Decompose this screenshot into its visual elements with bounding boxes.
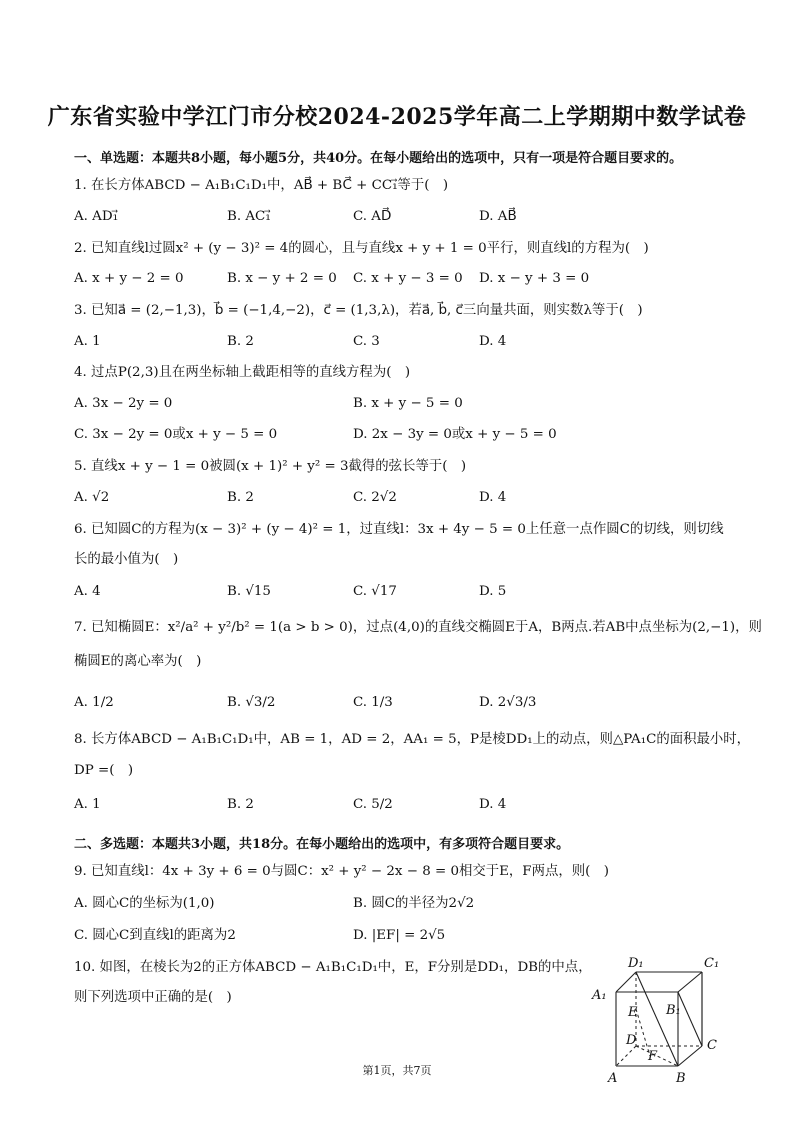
question-7-stem-cont: 椭圆E的离心率为( ) [74, 654, 202, 669]
figure-label: D [626, 1033, 637, 1048]
question-7-option-a: A. 1/2 [74, 695, 114, 710]
question-7-option-b: B. √3/2 [227, 695, 276, 710]
figure-label: A₁ [592, 988, 607, 1003]
figure-label: B [676, 1071, 686, 1086]
question-3-stem: 3. 已知a⃗ = (2,−1,3)，b⃗ = (−1,4,−2)，c⃗ = (1,3,λ)，若a⃗, b⃗, c⃗三向量共面，则实数λ等于( ) [74, 303, 643, 318]
question-1-option-b: B. AC₁⃗ [227, 209, 271, 224]
section-heading-single-choice: 一、单选题：本题共8小题，每小题5分，共40分。在每小题给出的选项中，只有一项是符合题目要求的。 [74, 151, 683, 166]
question-4-stem: 4. 过点P(2,3)且在两坐标轴上截距相等的直线方程为( ) [74, 365, 411, 380]
question-6-option-c: C. √17 [353, 584, 397, 599]
question-2-option-a: A. x + y − 2 = 0 [74, 271, 184, 286]
question-5-option-b: B. 2 [227, 490, 254, 505]
question-1-option-a: A. AD₁⃗ [74, 209, 118, 224]
question-7-option-d: D. 2√3/3 [479, 695, 537, 710]
question-2-stem: 2. 已知直线l过圆x² + (y − 3)² = 4的圆心，且与直线x + y + 1 = 0平行，则直线l的方程为( ) [74, 241, 649, 256]
question-6-stem: 6. 已知圆C的方程为(x − 3)² + (y − 4)² = 1，过直线l：3x + 4y − 5 = 0上任意一点作圆C的切线，则切线 [74, 522, 724, 537]
question-10-stem: 10. 如图，在棱长为2的正方体ABCD − A₁B₁C₁D₁中，E，F分别是DD₁，DB的中点， [74, 960, 592, 975]
question-5-option-d: D. 4 [479, 490, 507, 505]
question-6-option-d: D. 5 [479, 584, 507, 599]
question-8-option-c: C. 5/2 [353, 797, 393, 812]
question-3-option-a: A. 1 [74, 334, 101, 349]
question-8-stem: 8. 长方体ABCD − A₁B₁C₁D₁中，AB = 1，AD = 2，AA₁ = 5，P是棱DD₁上的动点，则△PA₁C的面积最小时， [74, 732, 751, 747]
question-2-option-c: C. x + y − 3 = 0 [353, 271, 463, 286]
question-8-option-a: A. 1 [74, 797, 101, 812]
figure-label: F [648, 1049, 658, 1064]
question-5-stem: 5. 直线x + y − 1 = 0被圆(x + 1)² + y² = 3截得的弦长等于( ) [74, 459, 467, 474]
page-title: 广东省实验中学江门市分校2024-2025学年高二上学期期中数学试卷 [47, 104, 747, 130]
section-heading-multi-choice: 二、多选题：本题共3小题，共18分。在每小题给出的选项中，有多项符合题目要求。 [74, 837, 570, 852]
question-3-option-c: C. 3 [353, 334, 380, 349]
question-6-option-b: B. √15 [227, 584, 271, 599]
question-8-option-b: B. 2 [227, 797, 254, 812]
question-4-option-d: D. 2x − 3y = 0或x + y − 5 = 0 [353, 427, 557, 442]
question-6-stem-cont: 长的最小值为( ) [74, 552, 179, 567]
question-3-option-d: D. 4 [479, 334, 507, 349]
question-7-option-c: C. 1/3 [353, 695, 393, 710]
question-7-stem: 7. 已知椭圆E：x²/a² + y²/b² = 1(a > b > 0)，过点(4,0)的直线交椭圆E于A，B两点.若AB中点坐标为(2,−1)，则 [74, 620, 762, 635]
figure-label: E [628, 1005, 638, 1020]
question-1-option-d: D. AB⃗ [479, 209, 517, 224]
figure-label: D₁ [628, 956, 644, 971]
question-5-option-c: C. 2√2 [353, 490, 397, 505]
question-1-option-c: C. AD⃗ [353, 209, 392, 224]
question-2-option-d: D. x − y + 3 = 0 [479, 271, 590, 286]
question-5-option-a: A. √2 [74, 490, 110, 505]
question-10-stem-cont: 则下列选项中正确的是( ) [74, 990, 232, 1005]
figure-label: B₁ [666, 1003, 681, 1018]
question-9-option-d: D. |EF| = 2√5 [353, 928, 446, 943]
figure-label: C [707, 1038, 717, 1053]
question-4-option-b: B. x + y − 5 = 0 [353, 396, 463, 411]
question-9-stem: 9. 已知直线l：4x + 3y + 6 = 0与圆C：x² + y² − 2x − 8 = 0相交于E，F两点，则( ) [74, 864, 610, 879]
figure-label: A [608, 1071, 618, 1086]
question-8-option-d: D. 4 [479, 797, 507, 812]
figure-label: C₁ [704, 956, 720, 971]
question-6-option-a: A. 4 [74, 584, 101, 599]
question-9-option-a: A. 圆心C的坐标为(1,0) [74, 896, 215, 911]
page-footer: 第1页，共7页 [362, 1064, 432, 1077]
question-8-stem-cont: DP =( ) [74, 763, 134, 778]
question-3-option-b: B. 2 [227, 334, 254, 349]
question-4-option-c: C. 3x − 2y = 0或x + y − 5 = 0 [74, 427, 278, 442]
question-9-option-c: C. 圆心C到直线l的距离为2 [74, 928, 236, 943]
question-1-stem: 1. 在长方体ABCD − A₁B₁C₁D₁中，AB⃗ + BC⃗ + CC₁⃗等于( ) [74, 178, 449, 193]
question-2-option-b: B. x − y + 2 = 0 [227, 271, 337, 286]
question-9-option-b: B. 圆C的半径为2√2 [353, 896, 475, 911]
question-4-option-a: A. 3x − 2y = 0 [74, 396, 173, 411]
